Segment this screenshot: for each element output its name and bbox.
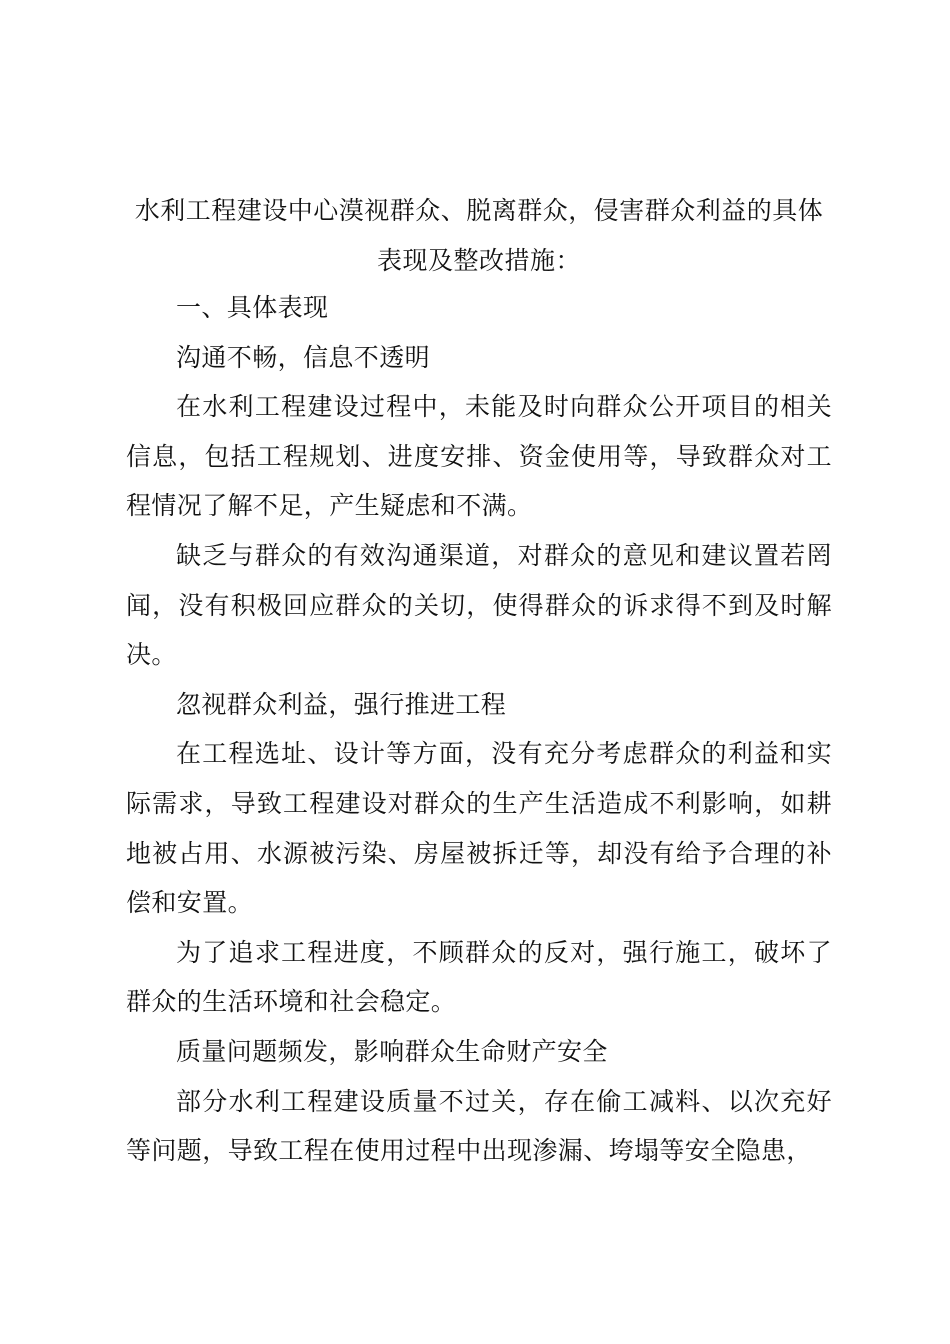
subheading: 质量问题频发，影响群众生命财产安全 [176,1036,608,1066]
paragraph: 缺乏与群众的有效沟通渠道，对群众的意见和建议置若罔闻，没有积极回应群众的关切，使得群众的诉求得不到及时解决。 [126,540,832,670]
subheading: 沟通不畅，信息不透明 [176,342,431,372]
document-body [126,283,832,1176]
document-title: 水利工程建设中心漠视群众、脱离群众，侵害群众利益的具体表现及整改措施： [134,196,824,275]
section-heading: 一、具体表现 [176,293,329,322]
paragraph: 在工程选址、设计等方面，没有充分考虑群众的利益和实际需求，导致工程建设对群众的生产生活造成不利影响，如耕地被占用、水源被污染、房屋被拆迁等，却没有给予合理的补偿和安置。 [126,739,832,918]
paragraph: 为了追求工程进度，不顾群众的反对，强行施工，破坏了群众的生活环境和社会稳定。 [126,937,832,1017]
paragraph: 部分水利工程建设质量不过关，存在偷工减料、以次充好等问题，导致工程在使用过程中出现渗漏、垮塌等安全隐患， [126,1086,832,1166]
paragraph: 在水利工程建设过程中，未能及时向群众公开项目的相关信息，包括工程规划、进度安排、资金使用等，导致群众对工程情况了解不足，产生疑虑和不满。 [126,392,832,521]
subheading: 忽视群众利益，强行推进工程 [176,689,507,719]
